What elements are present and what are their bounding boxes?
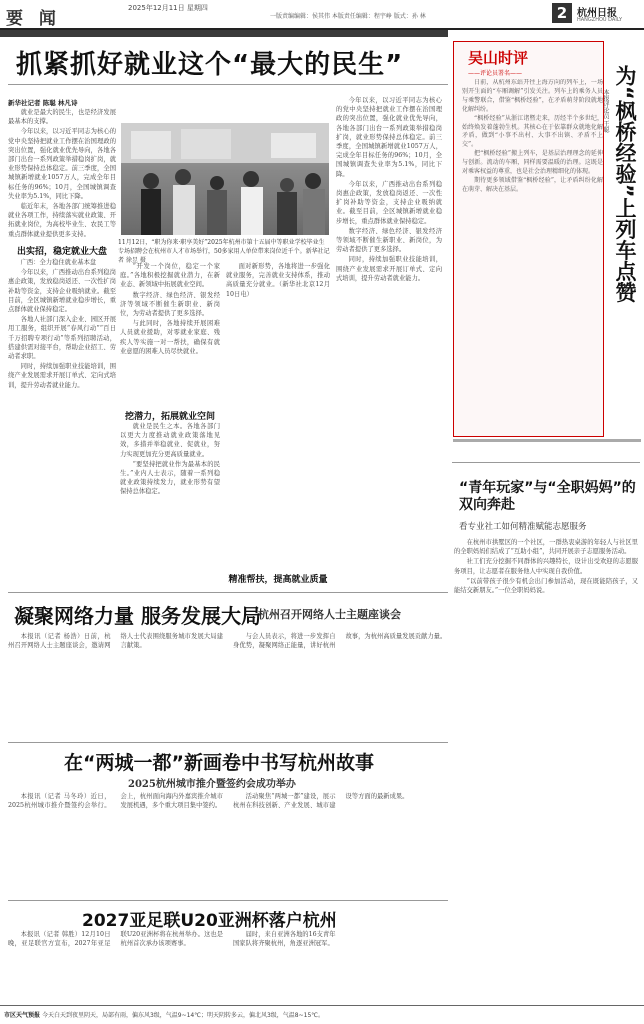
divider: [8, 84, 448, 85]
lead-photo: [121, 123, 329, 235]
lead-paragraph: “要坚持把就业作为最基本的民生。”业内人士表示，随着一系列稳就业政策持续发力，就业形势有望保持总体稳定。: [120, 460, 220, 496]
lead-column-2: [120, 262, 220, 404]
story-paragraph: 本报讯（记者 韩胜）12月10日晚，亚足联官方宣布，2027年亚足联U20亚洲杯将在杭州举办。这也是杭州首次承办该项赛事。: [8, 931, 223, 948]
weather-text: 今天白天到夜里阴天，局部有雨，偏东风3级，气温9~14℃；明天阴转多云，偏北风3级，气温8~15℃。: [41, 1012, 325, 1019]
commentary-headline: 为“枫桥经验”上列车点赞: [613, 65, 637, 303]
commentary-paragraph: 期待更多领域借鉴“枫桥经验”，让矛盾纠纷化解在萌芽、解决在基层。: [462, 176, 603, 193]
lead-paragraph: 同时，持续加强职业技能培训，围绕产业发展需求开展订单式、定向式培训，提升劳动者就业能力。: [336, 256, 442, 282]
weather-label: 市区天气预报: [4, 1012, 41, 1019]
lead-headline: 抓紧抓好就业这个“最大的民生”: [16, 50, 404, 80]
divider: [8, 592, 448, 593]
lead-paragraph: 就业是最大的民生，也是经济发展最基本的支撑。: [8, 109, 116, 126]
commentary-text: [462, 79, 603, 195]
story-d-headline: 在“两城一都”新画卷中书写杭州故事: [64, 752, 374, 774]
story-paragraph: 本报讯（记者 杨浩）日前，杭州召开网络人士主题座谈会，邀请网络人士代表围绕服务城市发展大局建言献策。: [8, 633, 223, 650]
commentary-byline: 本报评论员 王聪: [602, 89, 609, 133]
story-b-text: [454, 538, 638, 1000]
story-paragraph: 本报讯（记者 马冬玲）近日，2025杭州城市推介暨签约会举行。会上，杭州面向海内外嘉宾推介城市发展机遇，多个重大项目集中签约。: [8, 793, 223, 810]
story-paragraph: 活动聚焦“两城一都”建设，展示杭州在科技创新、产业发展、城市建设等方面的最新成果。: [233, 793, 409, 810]
lead-paragraph: 与此同时，各地持续开展困难人员就业援助，对零就业家庭、残疾人等实施一对一帮扶，确保有就业意愿的困难人员尽快就业。: [120, 320, 220, 355]
story-d-text: [8, 792, 448, 900]
story-d-subhead: 2025杭州城市推介暨签约会成功举办: [128, 779, 296, 790]
commentary-paragraph: “枫桥经验”从浙江诸暨走来，历经半个多世纪，始终焕发着蓬勃生机。其核心在于依靠群众就地化解矛盾，做到“小事不出村、大事不出镇、矛盾不上交”。: [462, 114, 603, 149]
weather-footer: [0, 1005, 644, 1024]
story-e-text: [8, 930, 448, 1000]
lead-paragraph: 各地人社部门深入企业、园区开展用工服务，组织开展“春风行动”“百日千万招聘专项行动”等系列招聘活动，搭建供需对接平台，帮助企业招工、劳动者求职。: [8, 316, 116, 361]
issue-date: 2025年12月11日 星期四: [128, 4, 208, 12]
page-number: 2: [552, 3, 572, 23]
header-band: [0, 30, 448, 37]
section-label: 要 闻: [6, 9, 61, 29]
lead-column-3: [226, 262, 330, 568]
lead-paragraph: 面对新形势，各地将进一步强化就业服务，完善就业支持体系，推动高质量充分就业。（新华社北京12月10日电）: [226, 263, 330, 298]
editor-credits: 一版责编编辑：侯其伟 本版责任编辑：程宇峥 版式：孙 林: [270, 13, 426, 20]
photo-caption: 11月12日，“职为你来·职享美好”2025年杭州市第十五届中等职业学校毕业生专场招聘会在杭州市人才市场举行，50多家用人单位带来岗位近千个。新华社记者 徐昱 摄: [118, 239, 330, 264]
paper-name: 杭州日报: [577, 8, 617, 19]
divider: [8, 900, 448, 901]
story-b-subhead: 看专业社工如何精准赋能志愿服务: [459, 522, 587, 532]
lead-paragraph: 广西：全力稳住就业基本盘: [20, 259, 97, 266]
divider: [453, 439, 641, 442]
story-paragraph: 社工们充分挖掘不同群体的兴趣特长，设计出受欢迎的志愿服务项目，让志愿者在服务他人中实现自我价值。: [454, 558, 638, 575]
lead-paragraph: 数字经济、绿色经济、银发经济等领域不断催生新职业、新岗位，为劳动者提供了更多选择。: [336, 227, 442, 254]
lead-column-1: [8, 108, 116, 238]
masthead: [0, 0, 644, 30]
lead-byline: 新华社记者 陈聪 林凡诗: [8, 99, 78, 107]
lead-subhead-3: 精准帮扶，提高就业质量: [228, 575, 328, 585]
lead-paragraph: 数字经济、绿色经济、银发经济等领域不断催生新职业、新岗位，为劳动者提供了更多选择。: [120, 291, 220, 318]
story-paragraph: “以前带孩子很少有机会出门参加活动，现在既能陪孩子，又能结交新朋友。”一位全职妈妈说。: [454, 577, 638, 595]
story-paragraph: 在杭州市拱墅区的一个社区，一群热衷桌游的年轻人与社区里的全职妈妈们结成了“互助小组”，共同开展亲子志愿服务活动。: [454, 539, 638, 556]
lead-paragraph: 同时，持续加强职业技能培训，围绕产业发展需求开展订单式、定向式培训，提升劳动者就业能力。: [8, 363, 116, 389]
lead-subhead-2: 挖潜力，拓展就业空间: [124, 412, 215, 422]
commentary-panel: [450, 37, 644, 455]
divider: [452, 462, 640, 463]
lead-paragraph: “开发一个岗位，稳定一个家庭。”各地积极挖掘就业潜力，在新业态、新领域中拓展就业空间。: [120, 263, 220, 289]
story-c-headline: 凝聚网络力量 服务发展大局: [14, 604, 261, 628]
column-title: 吴山时评: [468, 49, 529, 67]
story-c-subhead: 杭州召开网络人士主题座谈会: [258, 608, 401, 621]
story-c-text: [8, 632, 448, 738]
lead-column-4: [336, 96, 442, 586]
paper-subtitle: HANGZHOU DAILY: [577, 17, 622, 23]
lead-paragraph: 今年以来，以习近平同志为核心的党中央坚持把就业工作摆在治国理政的突出位置，强化就业优先导向，各地各部门出台一系列政策举措稳岗扩岗，就业形势保持总体稳定。前三季度，全国城镇新增就业1057万人，完成全年目标任务的96%；10月，全国城镇调查失业率为5.1%，同比下降。: [8, 128, 116, 200]
lead-column-1b: [8, 258, 116, 588]
story-paragraph: 与会人员表示，将进一步发挥自身优势，凝聚网络正能量，讲好杭州故事，为杭州高质量发展贡献力量。: [233, 633, 447, 650]
lead-paragraph: 今年以来，广西推动出台系列稳岗惠企政策，发放稳岗返还、一次性扩岗补助等资金，支持企业吸纳就业。截至目前，全区城镇新增就业稳步增长，重点群体就业保持稳定。: [336, 180, 442, 225]
lead-paragraph: 今年以来，以习近平同志为核心的党中央坚持把就业工作摆在治国理政的突出位置，强化就业优先导向，各地各部门出台一系列政策举措稳岗扩岗，就业形势保持总体稳定。前三季度，全国城镇新增就业1057万人，完成全年目标任务的96%；10月，全国城镇调查失业率为5.1%，同比下降。: [336, 97, 442, 178]
commentary-paragraph: 把“枫桥经验”搬上列车，是基层治理理念的延伸与创新。流动的车厢，同样需要温暖的治理。这既是对乘客权益的尊重，也是社会治理精细化的体现。: [462, 150, 603, 176]
lead-paragraph: 今年以来，广西推动出台系列稳岗惠企政策，发放稳岗返还、一次性扩岗补助等资金，支持企业吸纳就业。截至目前，全区城镇新增就业稳步增长，重点群体就业保持稳定。: [8, 269, 116, 314]
lead-column-2b: [120, 422, 220, 586]
story-paragraph: 届时，来自亚洲各地的16支青年国家队将齐聚杭州，角逐亚洲冠军。: [233, 931, 336, 948]
lead-paragraph: 就业是民生之本。各地各部门以更大力度推动就业政策落地见效，多措并举稳就业、促就业，努力实现更加充分更高质量就业。: [120, 423, 220, 458]
story-e-headline: 2027亚足联U20亚洲杯落户杭州: [82, 911, 337, 931]
column-subtitle: ——评论员署名——: [468, 70, 523, 77]
story-b-headline: “青年玩家”与“全职妈妈”的双向奔赴: [459, 480, 636, 513]
commentary-box: [453, 41, 604, 437]
lead-paragraph: 临近年末，各地各部门统筹推进稳就业各项工作，持续落实就业政策、开拓就业岗位，为高校毕业生、农民工等重点群体就业提供更多支持。: [8, 203, 116, 238]
commentary-paragraph: 日前，从杭州东站开往上海方向的列车上，一场别开生面的“车厢调解”引发关注。列车上的乘务人员与乘警联合，借鉴“枫桥经验”，在矛盾萌芽阶段就地化解纠纷。: [462, 79, 603, 113]
divider: [8, 742, 448, 743]
lead-subhead-1: 出实招，稳定就业大盘: [16, 247, 107, 257]
